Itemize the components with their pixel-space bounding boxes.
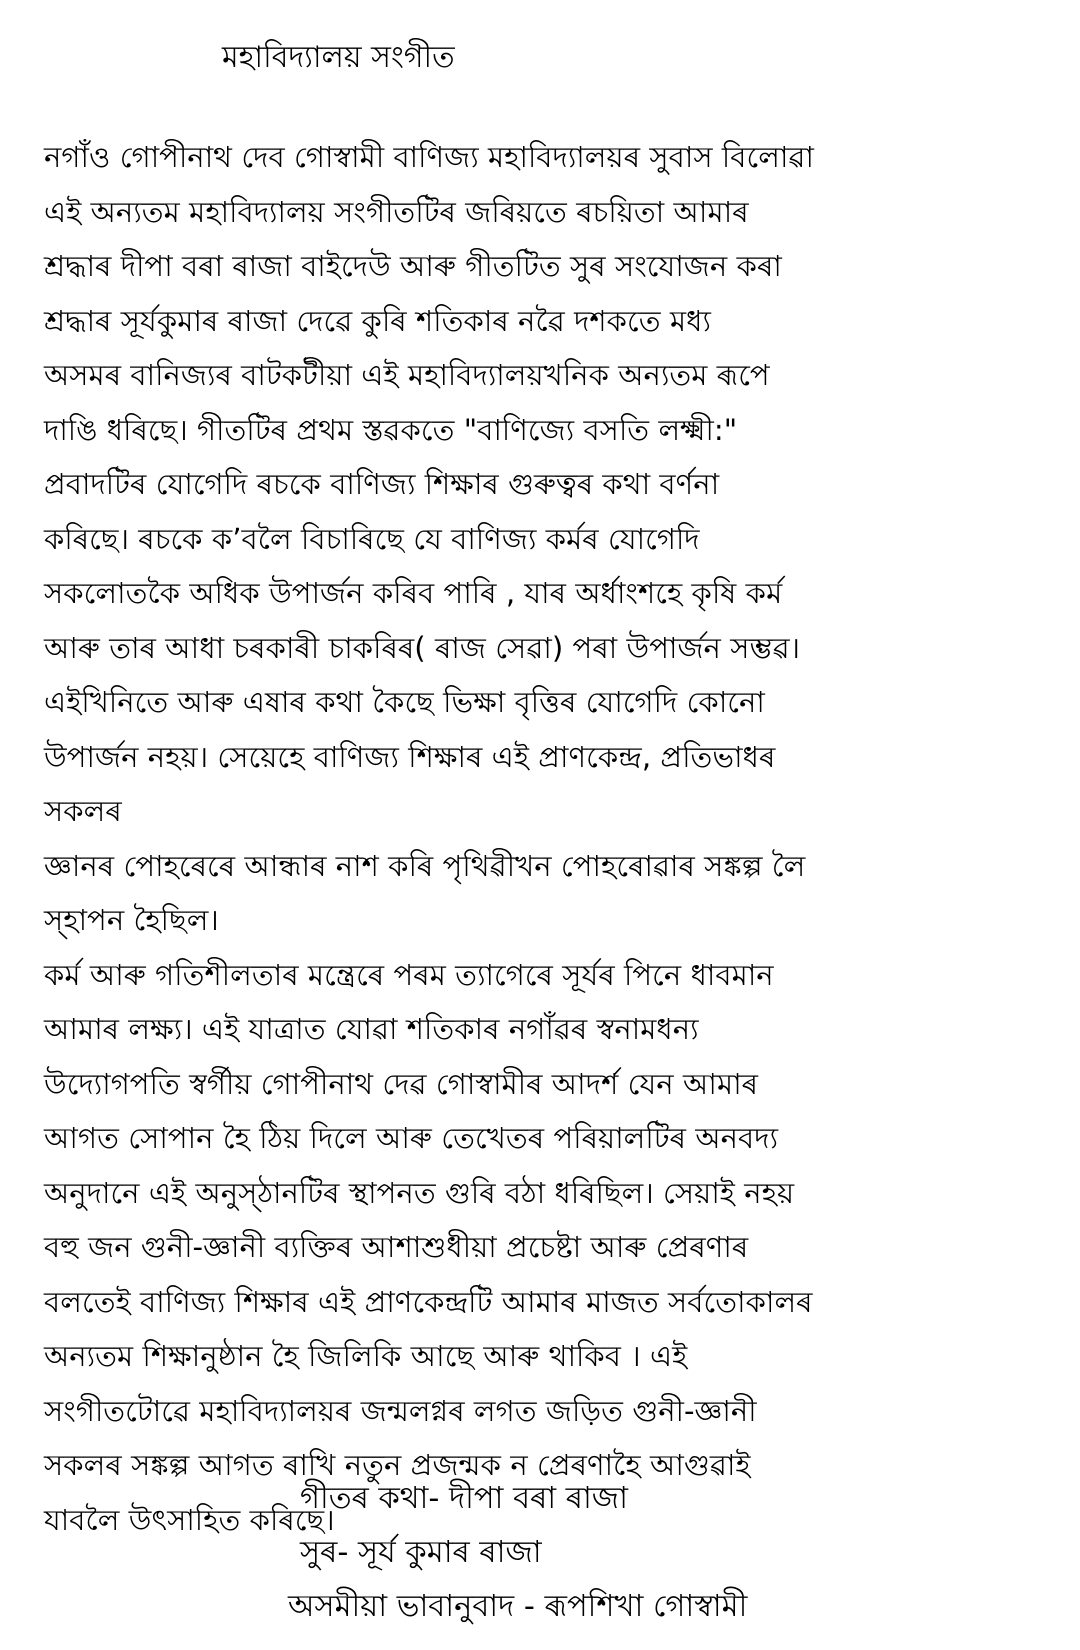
- document-title: মহাবিদ্যালয় সংগীত: [222, 40, 455, 75]
- body-line: বলতেই বাণিজ্য শিক্ষাৰ এই প্ৰাণকেন্দ্ৰটি আমাৰ মাজত সৰ্বতোকালৰ: [44, 1284, 813, 1319]
- body-line: সকলৰ: [44, 794, 122, 828]
- body-line: আৰু তাৰ আধা চৰকাৰী চাকৰিৰ( ৰাজ সেৱা) পৰা উপাৰ্জন সম্ভৱ।: [44, 630, 801, 665]
- body-line: স্হাপন হৈছিল।: [44, 903, 219, 937]
- body-line: কৰ্ম আৰু গতিশীলতাৰ মন্ত্ৰেৰে পৰম ত্যাগেৰে সূৰ্যৰ পিনে ধাবমান: [44, 957, 774, 992]
- body-line: নগাঁও গোপীনাথ দেব গোস্বামী বাণিজ্য মহাবিদ্যালয়ৰ সুবাস বিলোৱা: [44, 140, 814, 174]
- body-line: অনুদানে এই অনুস্ঠানটিৰ স্থাপনত গুৰি বঠা ধৰিছিল। সেয়াই নহয়: [44, 1175, 795, 1210]
- body-line: দাঙি ধৰিছে। গীতটিৰ প্ৰথম স্তৱকতে "বাণিজ্যে বসতি লক্ষ্মী:": [44, 412, 738, 447]
- body-line: সকলোতকৈ অধিক উপাৰ্জন কৰিব পাৰি , যাৰ অৰ্ধাংশহে কৃষি কৰ্ম: [44, 576, 783, 610]
- body-line: আগত সোপান হৈ ঠিয় দিলে আৰু তেখেতৰ পৰিয়ালটিৰ অনবদ্য: [44, 1121, 779, 1155]
- body-line: বহু জন গুনী-জ্ঞানী ব্যক্তিৰ আশাশুধীয়া প্ৰচেষ্টা আৰু প্ৰেৰণাৰ: [44, 1230, 749, 1264]
- body-line: যাবলৈ উৎসাহিত কৰিছে।: [44, 1502, 335, 1537]
- music-credit: সুৰ- সূৰ্য কুমাৰ ৰাজা: [300, 1535, 542, 1570]
- body-line: উদ্যোগপতি স্বৰ্গীয় গোপীনাথ দেৱ গোস্বামীৰ আদৰ্শ যেন আমাৰ: [44, 1066, 759, 1101]
- body-line: কৰিছে। ৰচকে ক’বলৈ বিচাৰিছে যে বাণিজ্য কৰ্মৰ যোগেদি: [44, 521, 700, 556]
- body-line: উপাৰ্জন নহয়। সেয়েহে বাণিজ্য শিক্ষাৰ এই প্ৰাণকেন্দ্ৰ, প্ৰতিভাধৰ: [44, 739, 776, 774]
- body-line: প্ৰবাদটিৰ যোগেদি ৰচকে বাণিজ্য শিক্ষাৰ গুৰুত্বৰ কথা বৰ্ণনা: [44, 467, 720, 501]
- body-line: অন্যতম শিক্ষানুষ্ঠান হৈ জিলিকি আছে আৰু থাকিব । এই: [44, 1339, 688, 1373]
- body-line: এই অন্যতম মহাবিদ্যালয় সংগীতটিৰ জৰিয়তে ৰচয়িতা আমাৰ: [44, 194, 749, 229]
- body-line: সকলৰ সঙ্কল্প আগত ৰাখি নতুন প্ৰজন্মক ন প্ৰেৰণাহৈ আগুৱাই: [44, 1448, 751, 1482]
- body-line: শ্ৰদ্ধাৰ দীপা বৰা ৰাজা বাইদেউ আৰু গীতটিত সুৰ সংযোজন কৰা: [44, 249, 782, 283]
- body-line: আমাৰ লক্ষ্য। এই যাত্ৰাত যোৱা শতিকাৰ নগাঁৱৰ স্বনামধন্য: [44, 1012, 699, 1046]
- body-line: সংগীতটোৱে মহাবিদ্যালয়ৰ জন্মলগ্নৰ লগত জড়িত গুনী-জ্ঞানী: [44, 1393, 757, 1428]
- translation-credit: অসমীয়া ভাবানুবাদ - ৰূপশিখা গোস্বামী: [288, 1589, 748, 1624]
- body-line: অসমৰ বানিজ্যৰ বাটকটীয়া এই মহাবিদ্যালয়খনিক অন্যতম ৰূপে: [44, 358, 770, 392]
- lyrics-credit: গীতৰ কথা- দীপা বৰা ৰাজা: [300, 1481, 628, 1516]
- document-body: [44, 130, 1064, 1547]
- body-line: এইখিনিতে আৰু এষাৰ কথা কৈছে ভিক্ষা বৃত্তিৰ যোগেদি কোনো: [44, 685, 765, 719]
- body-line: শ্ৰদ্ধাৰ সূৰ্যকুমাৰ ৰাজা দেৱে কুৰি শতিকাৰ নৱৈ দশকতে মধ্য: [44, 303, 711, 338]
- body-line: জ্ঞানৰ পোহৰেৰে আন্ধাৰ নাশ কৰি পৃথিৱীখন পোহৰোৱাৰ সঙ্কল্প লৈ: [44, 848, 806, 883]
